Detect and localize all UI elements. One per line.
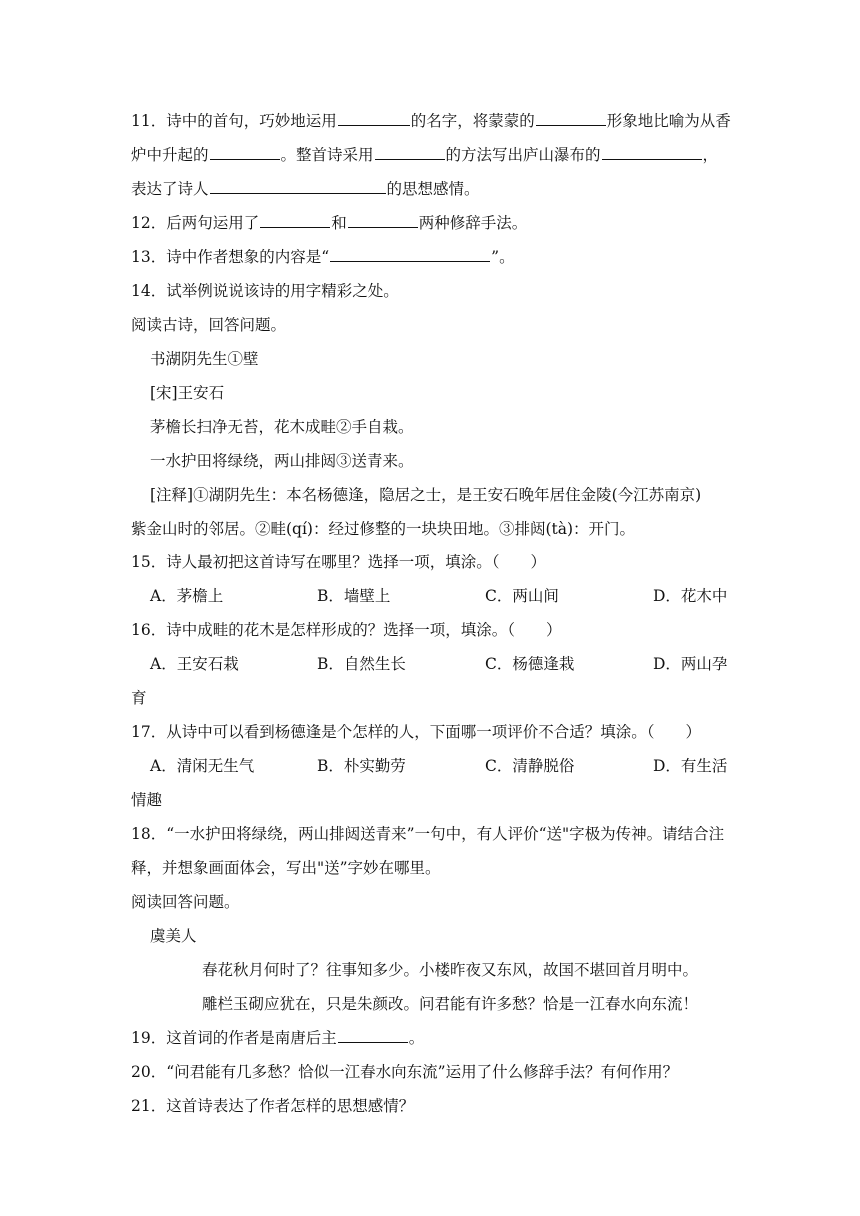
- q12-text: 两种修辞手法。: [418, 214, 528, 232]
- question-12: [131, 212, 527, 234]
- q11-text: 表达了诗人: [131, 180, 209, 198]
- question-11-line-1: [131, 110, 731, 132]
- question-13: [131, 246, 515, 268]
- answer-blank[interactable]: [536, 110, 606, 126]
- poem-line-1: 春花秋月何时了？往事知多少。小楼昨夜又东风，故国不堪回首月明中。: [202, 961, 699, 979]
- option-a[interactable]: A．清闲无生气: [150, 757, 255, 775]
- question-18-line-2: 释，并想象画面体会，写出"送”字妙在哪里。: [131, 859, 441, 877]
- answer-blank[interactable]: [338, 1027, 408, 1043]
- section-intro: 阅读回答问题。: [131, 893, 240, 911]
- option-a[interactable]: A．王安石栽: [150, 655, 239, 673]
- q19-text: 19．这首词的作者是南唐后主: [131, 1029, 337, 1047]
- question-11-line-3: [131, 178, 480, 200]
- poem-title: 书湖阴先生①壁: [150, 350, 259, 368]
- q11-text: 。整首诗采用: [280, 146, 374, 164]
- question-21: 21．这首诗表达了作者怎样的思想感情？: [131, 1097, 415, 1115]
- q13-text: 13．诗中作者想象的内容是“: [131, 248, 330, 266]
- q12-text: 12．后两句运用了: [131, 214, 260, 232]
- poem-line-2: 一水护田将绿绕，两山排闼③送青来。: [150, 452, 414, 470]
- question-11-line-2: [131, 144, 718, 166]
- q11-text: 的名字，将蒙蒙的: [410, 112, 535, 130]
- answer-blank[interactable]: [338, 110, 410, 126]
- q11-text: 形象地比喻为从香: [606, 112, 731, 130]
- q11-text: ，: [702, 146, 719, 164]
- answer-blank[interactable]: [602, 144, 702, 160]
- question-14: 14．试举例说说该诗的用字精彩之处。: [131, 282, 399, 300]
- option-b[interactable]: B．朴实勤劳: [317, 757, 406, 775]
- answer-blank[interactable]: [210, 178, 386, 194]
- q11-text: 11．诗中的首句，巧妙地运用: [131, 112, 337, 130]
- question-19: [131, 1027, 424, 1049]
- option-c[interactable]: C．杨德逢栽: [485, 655, 575, 673]
- question-15: 15．诗人最初把这首诗写在哪里？选择一项，填涂。（ ）: [131, 553, 546, 571]
- question-17: 17．从诗中可以看到杨德逢是个怎样的人，下面哪一项评价不合适？填涂。（ ）: [131, 723, 701, 741]
- option-d-wrap: 育: [131, 689, 147, 707]
- q13-text: ”。: [491, 248, 515, 266]
- option-c[interactable]: C．两山间: [485, 587, 559, 605]
- option-b[interactable]: B．墙壁上: [317, 587, 391, 605]
- option-d[interactable]: D．有生活: [653, 757, 728, 775]
- poem-author: [宋]王安石: [150, 384, 225, 402]
- q19-text: 。: [408, 1029, 425, 1047]
- section-intro: 阅读古诗，回答问题。: [131, 316, 287, 334]
- q12-text: 和: [331, 214, 347, 232]
- option-d[interactable]: D．花木中: [653, 587, 728, 605]
- q11-text: 炉中升起的: [131, 146, 209, 164]
- question-18-line-1: 18．“一水护田将绿绕，两山排闼送青来”一句中，有人评价“送"字极为传神。请结合注: [131, 825, 725, 843]
- option-b[interactable]: B．自然生长: [317, 655, 406, 673]
- poem-note-2: 紫金山时的邻居。②畦(qí)：经过修整的一块块田地。③排闼(tà)：开门。: [131, 520, 636, 538]
- poem-note-1: [注释]①湖阴先生：本名杨德逢，隐居之士，是王安石晚年居住金陵(今江苏南京): [150, 486, 702, 504]
- answer-blank[interactable]: [330, 246, 490, 262]
- q11-text: 的方法写出庐山瀑布的: [445, 146, 601, 164]
- poem-title: 虞美人: [150, 927, 197, 945]
- question-20: 20．“问君能有几多愁？恰似一江春水向东流”运用了什么修辞手法？有何作用？: [131, 1063, 679, 1081]
- option-a[interactable]: A．茅檐上: [150, 587, 224, 605]
- answer-blank[interactable]: [375, 144, 445, 160]
- question-16: 16．诗中成畦的花木是怎样形成的？选择一项，填涂。（ ）: [131, 621, 562, 639]
- poem-line-1: 茅檐长扫净无苔，花木成畦②手自栽。: [150, 418, 414, 436]
- answer-blank[interactable]: [260, 212, 330, 228]
- q11-text: 的思想感情。: [386, 180, 480, 198]
- option-d-wrap: 情趣: [131, 791, 163, 809]
- poem-line-2: 雕栏玉砌应犹在，只是朱颜改。问君能有许多愁？恰是一江春水向东流！: [202, 995, 699, 1013]
- option-c[interactable]: C．清静脱俗: [485, 757, 575, 775]
- option-d[interactable]: D．两山孕: [653, 655, 728, 673]
- answer-blank[interactable]: [348, 212, 418, 228]
- answer-blank[interactable]: [210, 144, 280, 160]
